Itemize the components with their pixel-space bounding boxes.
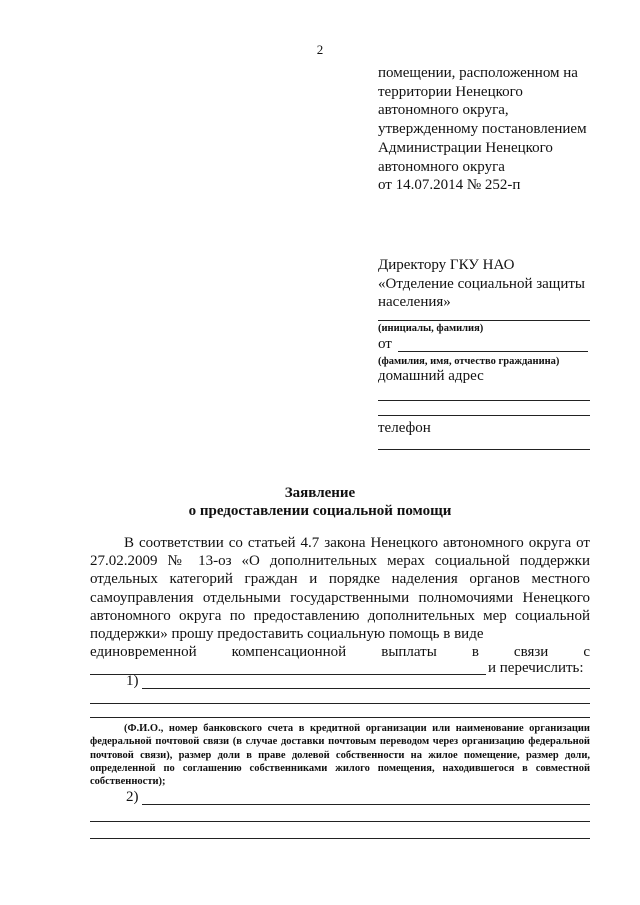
fullname-caption: (фамилия, имя, отчество гражданина)	[378, 356, 560, 367]
header-line: территории Ненецкого	[378, 83, 523, 100]
appendix-header	[378, 64, 618, 195]
addressee-line: населения»	[378, 294, 451, 311]
home-address-label: домашний адрес	[378, 368, 484, 384]
header-line: автономного округа	[378, 158, 505, 175]
page-number: 2	[316, 42, 324, 57]
item-1-field-line-2	[90, 703, 590, 704]
item-2-field-line-3	[90, 838, 590, 839]
header-line: помещении, расположенном на	[378, 65, 578, 81]
header-line: утвержденному постановлением	[378, 121, 587, 138]
item-2-label: 2)	[126, 789, 139, 805]
from-field-line	[398, 351, 588, 352]
note-text: (Ф.И.О., номер банковского счета в кредитной организации или наименование организации федеральной почтовой связи (в случае доставки почтовым переводом через организацию федеральной почтовой связи), размер доли в праве долевой собственности на жилое помещение, размер доли, определенной по соглашению собственниками жилого помещения, находившегося в совместной собственности);	[90, 723, 590, 788]
body-paragraph: В соответствии со статьей 4.7 закона Ненецкого автономного округа от 27.02.2009 № 13-оз «О дополнительных мерах социальной поддержки отдельных категорий граждан и порядке наделения органов местного самоуправления отдельными государственными полномочиями Ненецкого автономного округа по предоставлению дополнительных мер социальной поддержки» прошу предоставить социальную помощь в виде	[90, 535, 590, 643]
addressee-line: «Отделение социальной защиты	[378, 275, 586, 292]
document-title: Заявление	[284, 485, 356, 501]
initials-caption: (инициалы, фамилия)	[378, 323, 484, 334]
transfer-text: и перечислить:	[488, 660, 584, 676]
phone-field-line	[378, 449, 590, 450]
initials-field-line	[378, 320, 590, 321]
item-1-field-line-3	[90, 717, 590, 718]
item-1-field-line	[142, 688, 590, 689]
header-line: Администрации Ненецкого	[378, 139, 553, 156]
item-2-field-line-2	[90, 821, 590, 822]
application-body	[90, 534, 590, 661]
item-1-label: 1)	[126, 673, 139, 689]
addressee-line: Директору ГКУ НАО	[378, 257, 515, 273]
from-label: от	[378, 336, 392, 352]
header-line: от 14.07.2014 № 252-п	[378, 177, 521, 194]
address-field-line-1	[378, 400, 590, 401]
reason-field-line	[90, 674, 486, 675]
address-field-line-2	[378, 415, 590, 416]
item-2-field-line	[142, 804, 590, 805]
header-line: автономного округа,	[378, 102, 509, 119]
document-subtitle: о предоставлении социальной помощи	[188, 503, 452, 519]
body-paragraph-tail: единовременной компенсационной выплаты в связи с	[90, 644, 590, 661]
recipient-details-note	[90, 722, 590, 788]
phone-label: телефон	[378, 420, 431, 436]
addressee-block	[378, 256, 618, 312]
